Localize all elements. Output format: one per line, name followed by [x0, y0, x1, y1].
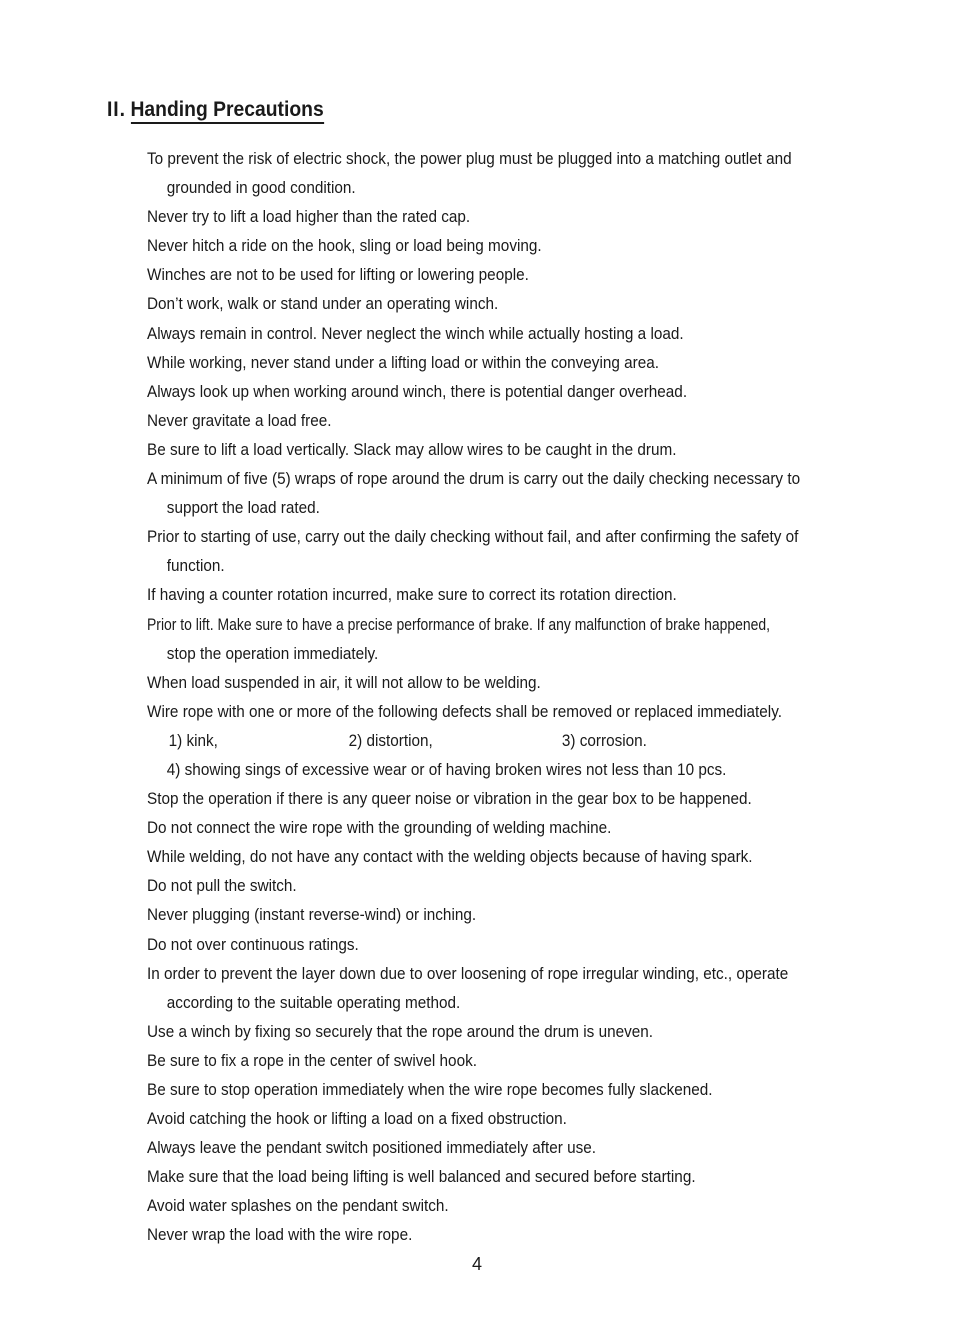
precaution-line: While welding, do not have any contact with the welding objects because of having spark.: [147, 847, 753, 867]
precaution-line: Never try to lift a load higher than the rated cap.: [147, 207, 471, 227]
defects-row: [147, 726, 831, 755]
precaution-line: Always look up when working around winch, there is potential danger overhead.: [147, 381, 688, 401]
defect-kink: 1) kink,: [168, 730, 218, 750]
precaution-line-continued: stop the operation immediately.: [166, 643, 379, 663]
defect-wear: 4) showing sings of excessive wear or of having broken wires not less than 10 pcs.: [166, 759, 727, 779]
precaution-line-continued: function.: [166, 556, 225, 576]
precaution-line-continued: support the load rated.: [166, 498, 320, 518]
precaution-line: When load suspended in air, it will not allow to be welding.: [147, 672, 541, 692]
precaution-line: Do not over continuous ratings.: [147, 934, 359, 954]
precaution-line: Don’t work, walk or stand under an operating winch.: [147, 294, 499, 314]
precaution-line: Prior to lift. Make sure to have a precise performance of brake. If any malfunction of brake happened,: [147, 614, 770, 634]
precaution-line: If having a counter rotation incurred, make sure to correct its rotation direction.: [147, 585, 677, 605]
precaution-line: Avoid catching the hook or lifting a load on a fixed obstruction.: [147, 1109, 567, 1129]
precaution-line: Be sure to fix a rope in the center of swivel hook.: [147, 1050, 477, 1070]
precaution-line: Do not connect the wire rope with the grounding of welding machine.: [147, 818, 612, 838]
precaution-line-continued: grounded in good condition.: [166, 178, 356, 198]
precaution-line: In order to prevent the layer down due to over loosening of rope irregular winding, etc., operate: [147, 963, 789, 983]
precaution-line: Winches are not to be used for lifting or lowering people.: [147, 265, 529, 285]
precaution-line: Never wrap the load with the wire rope.: [147, 1225, 413, 1245]
precaution-line: Never hitch a ride on the hook, sling or load being moving.: [147, 236, 542, 256]
defect-corrosion: 3) corrosion.: [561, 730, 647, 750]
precaution-line: A minimum of five (5) wraps of rope around the drum is carry out the daily checking necessary to: [147, 469, 801, 489]
precaution-line: Always remain in control. Never neglect the winch while actually hosting a load.: [147, 323, 684, 343]
precaution-line: While working, never stand under a lifting load or within the conveying area.: [147, 352, 659, 372]
precaution-line: Prior to starting of use, carry out the daily checking without fail, and after confirming the safety of: [147, 527, 799, 547]
precaution-line: Never plugging (instant reverse-wind) or inching.: [147, 905, 477, 925]
precaution-line-continued: according to the suitable operating method.: [166, 992, 461, 1012]
precaution-line: To prevent the risk of electric shock, the power plug must be plugged into a matching outlet and: [147, 149, 792, 168]
precaution-line: Do not pull the switch.: [147, 876, 297, 896]
page-number: 4: [471, 1254, 482, 1274]
precaution-line: Never gravitate a load free.: [147, 410, 332, 430]
precaution-line: Wire rope with one or more of the following defects shall be removed or replaced immediately.: [147, 701, 782, 721]
section-heading: [107, 95, 324, 125]
section-title: Handing Precautions: [130, 98, 323, 124]
precautions-list: [147, 144, 907, 1250]
precaution-line: Always leave the pendant switch positioned immediately after use.: [147, 1138, 597, 1158]
precaution-line: Be sure to lift a load vertically. Slack may allow wires to be caught in the drum.: [147, 439, 677, 459]
precaution-line: Be sure to stop operation immediately when the wire rope becomes fully slackened.: [147, 1080, 713, 1099]
precaution-line: Stop the operation if there is any queer noise or vibration in the gear box to be happened.: [147, 789, 752, 809]
precaution-line: Avoid water splashes on the pendant switch.: [147, 1196, 449, 1216]
defect-distortion: 2) distortion,: [348, 730, 433, 750]
precaution-line: Use a winch by fixing so securely that the rope around the drum is uneven.: [147, 1021, 654, 1041]
section-number: II.: [107, 98, 126, 121]
precaution-line: Make sure that the load being lifting is well balanced and secured before starting.: [147, 1167, 696, 1187]
